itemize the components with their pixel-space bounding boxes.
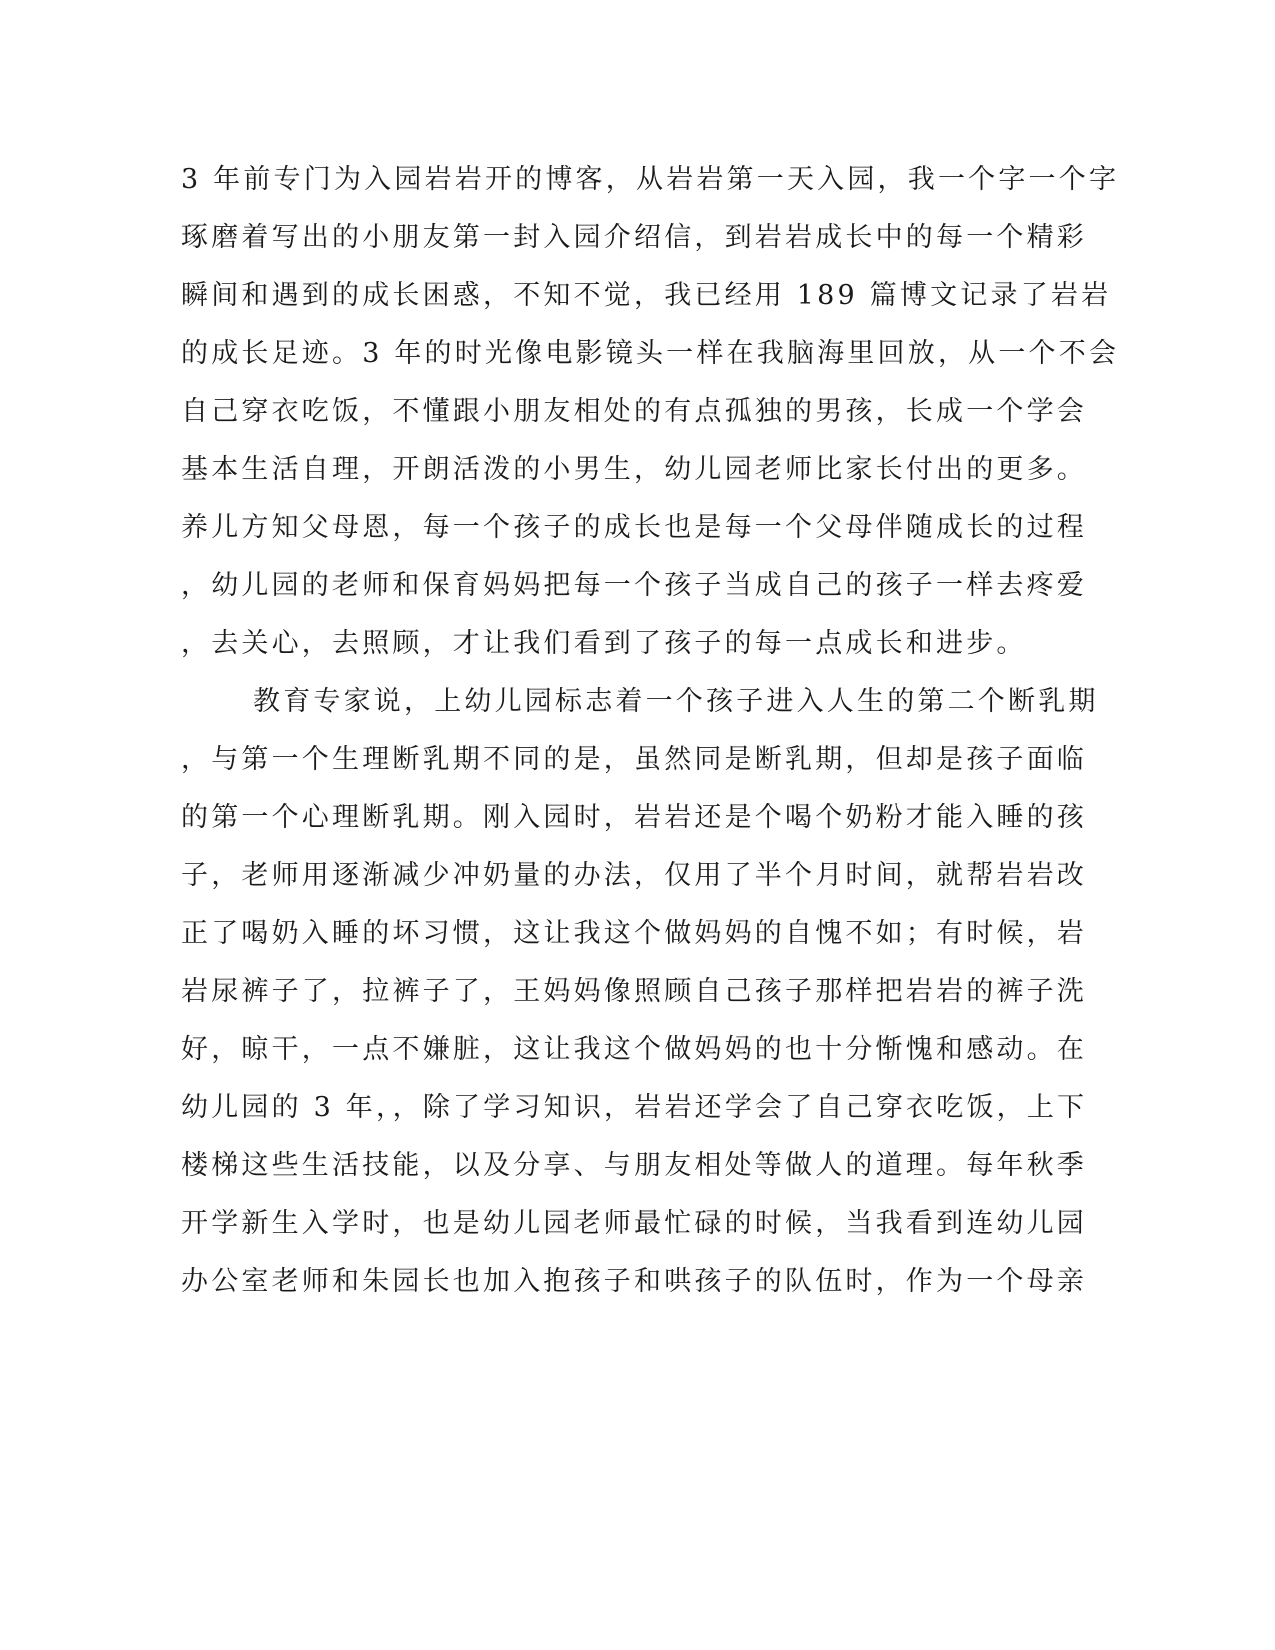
paragraph-2-line-8: 幼儿园的 3 年，，除了学习知识，岩岩还学会了自己穿衣吃饭，上下 <box>181 1092 1088 1123</box>
paragraph-1-line-1: 3 年前专门为入园岩岩开的博客，从岩岩第一天入园，我一个字一个字 <box>181 164 1120 195</box>
paragraph-2-line-5: 正了喝奶入睡的坏习惯，这让我这个做妈妈的自愧不如；有时候，岩 <box>181 918 1087 949</box>
paragraph-1-line-6: 基本生活自理，开朗活泼的小男生，幼儿园老师比家长付出的更多。 <box>181 454 1087 485</box>
paragraph-2-line-1: 教育专家说，上幼儿园标志着一个孩子进入人生的第二个断乳期 <box>253 686 1099 717</box>
paragraph-1-line-8: ，幼儿园的老师和保育妈妈把每一个孩子当成自己的孩子一样去疼爱 <box>181 570 1087 601</box>
paragraph-2-line-7: 好，晾干，一点不嫌脏，这让我这个做妈妈的也十分惭愧和感动。在 <box>181 1034 1087 1065</box>
paragraph-1-line-7: 养儿方知父母恩，每一个孩子的成长也是每一个父母伴随成长的过程 <box>181 512 1087 543</box>
paragraph-1-line-2: 琢磨着写出的小朋友第一封入园介绍信，到岩岩成长中的每一个精彩 <box>181 222 1087 253</box>
paragraph-2-line-6: 岩尿裤子了，拉裤子了，王妈妈像照顾自己孩子那样把岩岩的裤子洗 <box>181 976 1087 1007</box>
paragraph-1-line-3: 瞬间和遇到的成长困惑，不知不觉，我已经用 189 篇博文记录了岩岩 <box>181 280 1112 311</box>
paragraph-2-line-10: 开学新生入学时，也是幼儿园老师最忙碌的时候，当我看到连幼儿园 <box>181 1208 1087 1239</box>
paragraph-2-line-4: 子，老师用逐渐减少冲奶量的办法，仅用了半个月时间，就帮岩岩改 <box>181 860 1087 891</box>
paragraph-2-line-3: 的第一个心理断乳期。刚入园时，岩岩还是个喝个奶粉才能入睡的孩 <box>181 802 1087 833</box>
paragraph-2-line-9: 楼梯这些生活技能，以及分享、与朋友相处等做人的道理。每年秋季 <box>181 1150 1087 1181</box>
paragraph-2-line-11: 办公室老师和朱园长也加入抱孩子和哄孩子的队伍时，作为一个母亲 <box>181 1266 1087 1297</box>
paragraph-2-line-2: ，与第一个生理断乳期不同的是，虽然同是断乳期，但却是孩子面临 <box>181 744 1087 775</box>
paragraph-1-line-4: 的成长足迹。3 年的时光像电影镜头一样在我脑海里回放，从一个不会 <box>181 338 1120 369</box>
paragraph-1-line-5: 自己穿衣吃饭，不懂跟小朋友相处的有点孤独的男孩，长成一个学会 <box>181 396 1087 427</box>
paragraph-1-line-9: ，去关心，去照顾，才让我们看到了孩子的每一点成长和进步。 <box>181 628 1027 659</box>
